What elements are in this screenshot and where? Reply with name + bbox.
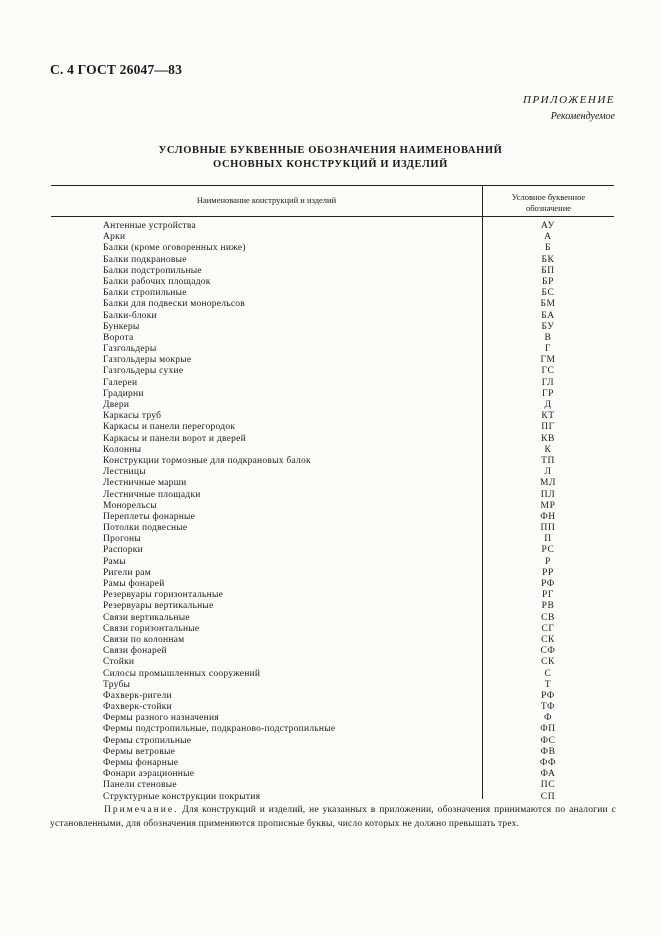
- letter-code: ТП: [541, 455, 555, 466]
- construction-name: Фермы разного назначения: [103, 713, 219, 724]
- table-row: [51, 669, 614, 680]
- letter-code: Ф: [543, 713, 553, 724]
- table-row: [51, 344, 614, 355]
- construction-name: Стойки: [103, 657, 135, 668]
- letter-code: П: [544, 534, 552, 545]
- letter-code: ГС: [541, 366, 555, 377]
- letter-code: БС: [541, 288, 555, 299]
- appendix-subtitle: Рекомендуемое: [550, 111, 615, 122]
- construction-name: Балки подстропильные: [103, 265, 202, 276]
- letter-code: БУ: [541, 321, 555, 332]
- construction-name: Колонны: [103, 444, 142, 455]
- construction-name: Каркасы и панели перегородок: [103, 422, 236, 433]
- letter-code: РВ: [541, 601, 555, 612]
- table-row: [51, 411, 614, 422]
- letter-code: БА: [541, 310, 555, 321]
- letter-code: ГМ: [540, 355, 556, 366]
- letter-code: ФП: [540, 724, 556, 735]
- construction-name: Фонари аэрационные: [103, 769, 195, 780]
- table-row: [51, 255, 614, 266]
- construction-name: Градирни: [103, 388, 144, 399]
- construction-name: Двери: [103, 400, 130, 410]
- construction-name: Балки-блоки: [103, 310, 157, 321]
- letter-code: СФ: [540, 646, 556, 657]
- table-row: [51, 792, 614, 803]
- construction-name: Фермы подстропильные, подкраново-подстропильные: [103, 724, 336, 735]
- construction-name: Балки стропильные: [103, 288, 187, 299]
- table-row: [51, 579, 614, 590]
- letter-code: АУ: [541, 221, 555, 231]
- table-row: [51, 657, 614, 668]
- construction-name: Газгольдеры: [103, 344, 157, 355]
- table-row: [51, 490, 614, 501]
- table-row: [51, 322, 614, 333]
- footnote: [50, 803, 616, 831]
- construction-name: Антенные устройства: [103, 221, 196, 231]
- table-row: [51, 736, 614, 747]
- construction-name: Фермы фонарные: [103, 758, 179, 768]
- construction-name: Газгольдеры сухие: [103, 366, 184, 377]
- table-row: [51, 378, 614, 389]
- letter-code: Л: [544, 467, 552, 478]
- table-row: [51, 501, 614, 512]
- letter-code: Р: [545, 556, 551, 567]
- construction-name: Монорельсы: [103, 500, 157, 511]
- construction-name: Арки: [103, 232, 126, 243]
- construction-name: Переплеты фонарные: [103, 511, 196, 522]
- construction-name: Потолки подвесные: [103, 523, 188, 534]
- construction-name: Рамы фонарей: [103, 579, 165, 589]
- letter-code: С: [544, 668, 552, 679]
- letter-code: БК: [541, 254, 555, 265]
- construction-name: Конструкции тормозные для подкрановых балок: [103, 455, 311, 466]
- table-row: [51, 523, 614, 534]
- letter-code: МЛ: [539, 478, 557, 489]
- construction-name: Лестничные площадки: [103, 489, 201, 500]
- table-row: [51, 445, 614, 456]
- table-row: [51, 389, 614, 400]
- table-row: [51, 311, 614, 322]
- table-row: [51, 691, 614, 702]
- letter-code: СК: [541, 657, 555, 668]
- construction-name: Каркасы и панели ворот и дверей: [103, 433, 246, 444]
- construction-name: Каркасы труб: [103, 411, 162, 422]
- table-row: [51, 545, 614, 556]
- table-row: [51, 400, 614, 411]
- construction-name: Лестничные марши: [103, 478, 187, 489]
- construction-name: Лестницы: [103, 467, 146, 478]
- document-title: [0, 144, 661, 172]
- table-row: [51, 355, 614, 366]
- table-row: [51, 613, 614, 624]
- table-row: [51, 758, 614, 769]
- construction-name: Связи фонарей: [103, 646, 167, 657]
- table-row: [51, 769, 614, 780]
- letter-code: БМ: [540, 299, 556, 310]
- construction-name: Трубы: [103, 679, 131, 690]
- construction-name: Балки для подвески монорельсов: [103, 299, 246, 310]
- note-text: Для конструкций и изделий, не указанных в приложении, обозначения принимаются по аналогии с установленными, для обозначения применяются прописные буквы, число которых не должно превышать трех.: [50, 805, 616, 829]
- letter-code: Г: [544, 344, 552, 355]
- letter-code: ТФ: [540, 702, 556, 713]
- table-row: [51, 780, 614, 791]
- title-line-2: ОСНОВНЫХ КОНСТРУКЦИЙ И ИЗДЕЛИЙ: [213, 159, 448, 170]
- table-row: [51, 266, 614, 277]
- table-row: [51, 702, 614, 713]
- note-label: Примечание.: [104, 805, 179, 815]
- construction-name: Структурные конструкции покрытия: [103, 791, 261, 802]
- letter-code: МР: [540, 500, 556, 511]
- appendix-label: [523, 94, 615, 122]
- table-row: [51, 456, 614, 467]
- table-row: [51, 534, 614, 545]
- table-row: [51, 512, 614, 523]
- construction-name: Фахверк-стойки: [103, 702, 172, 713]
- construction-name: Панели стеновые: [103, 780, 177, 791]
- table-row: [51, 590, 614, 601]
- table-row: [51, 557, 614, 568]
- letter-code: ПЛ: [540, 489, 556, 500]
- letter-code: ФА: [540, 769, 556, 780]
- construction-name: Резервуары вертикальные: [103, 601, 214, 612]
- construction-name: Фахверк-ригели: [103, 690, 172, 701]
- table-row: [51, 680, 614, 691]
- letter-code: Д: [544, 400, 552, 410]
- table-row: [51, 232, 614, 243]
- table-row: [51, 299, 614, 310]
- letter-code: СВ: [541, 612, 555, 623]
- letter-code: РФ: [541, 690, 555, 701]
- letter-code: РГ: [542, 590, 554, 601]
- table-row: [51, 366, 614, 377]
- letter-code: К: [544, 444, 552, 455]
- letter-code: ПГ: [541, 422, 555, 433]
- page-header: С. 4 ГОСТ 26047—83: [50, 62, 183, 77]
- table-row: [51, 221, 614, 232]
- table-row: [51, 747, 614, 758]
- construction-name: Бункеры: [103, 321, 140, 332]
- column-header-code: [483, 192, 614, 214]
- letter-code: ФН: [540, 511, 556, 522]
- letter-code: РР: [542, 567, 554, 578]
- table-row: [51, 568, 614, 579]
- letter-code: ФФ: [539, 758, 557, 768]
- column-header-code-line-2: обозначение: [525, 203, 572, 213]
- table-row: [51, 713, 614, 724]
- letter-code: ПС: [540, 780, 556, 791]
- appendix-title: ПРИЛОЖЕНИЕ: [523, 94, 615, 106]
- construction-name: Связи горизонтальные: [103, 623, 200, 634]
- construction-name: Прогоны: [103, 534, 141, 545]
- construction-name: Связи по колоннам: [103, 634, 185, 645]
- letter-code: РФ: [541, 579, 555, 589]
- column-header-name: Наименование конструкций и изделий: [196, 195, 337, 205]
- title-line-1: УСЛОВНЫЕ БУКВЕННЫЕ ОБОЗНАЧЕНИЯ НАИМЕНОВАНИЙ: [158, 145, 503, 156]
- construction-name: Балки (кроме оговоренных ниже): [103, 243, 246, 254]
- table-row: [51, 277, 614, 288]
- construction-name: Резервуары горизонтальные: [103, 590, 224, 601]
- construction-name: Ворота: [103, 332, 134, 343]
- letter-code: ФВ: [540, 746, 556, 757]
- construction-name: Балки рабочих площадок: [103, 276, 211, 287]
- letter-code: РС: [541, 545, 555, 556]
- table-row: [51, 646, 614, 657]
- letter-code: ГР: [542, 388, 554, 399]
- letter-code: ГЛ: [541, 377, 555, 388]
- letter-code: КТ: [541, 411, 555, 422]
- construction-name: Газгольдеры мокрые: [103, 355, 192, 366]
- letter-code: СП: [540, 791, 556, 802]
- construction-name: Фермы ветровые: [103, 746, 176, 757]
- letter-code: ПП: [540, 523, 556, 534]
- table-row: [51, 724, 614, 735]
- letter-code: СК: [541, 634, 555, 645]
- table-header-rule: [51, 216, 614, 217]
- letter-code: СГ: [541, 623, 555, 634]
- table-row: [51, 422, 614, 433]
- table-row: [51, 434, 614, 445]
- table-row: [51, 288, 614, 299]
- letter-code: БП: [541, 265, 555, 276]
- table-row: [51, 601, 614, 612]
- table-row: [51, 635, 614, 646]
- table-body: [51, 221, 614, 803]
- table-row: [51, 478, 614, 489]
- table-top-rule: [51, 185, 614, 186]
- construction-name: Распорки: [103, 545, 143, 556]
- letter-code: А: [544, 232, 552, 243]
- construction-name: Связи вертикальные: [103, 612, 190, 623]
- letter-code: Б: [544, 243, 552, 254]
- letter-code: В: [544, 332, 552, 343]
- construction-name: Балки подкрановые: [103, 254, 187, 265]
- letter-code: Т: [544, 679, 552, 690]
- construction-name: Фермы стропильные: [103, 735, 192, 746]
- construction-name: Рамы: [103, 556, 126, 567]
- table-row: [51, 624, 614, 635]
- letter-code: БР: [542, 276, 554, 287]
- column-header-code-line-1: Условное буквенное: [511, 192, 586, 202]
- construction-name: Силосы промышленных сооружений: [103, 668, 261, 679]
- table-row: [51, 333, 614, 344]
- letter-code: ФС: [540, 735, 556, 746]
- designations-table: [51, 185, 614, 802]
- table-row: [51, 467, 614, 478]
- construction-name: Галереи: [103, 377, 138, 388]
- construction-name: Ригели рам: [103, 567, 152, 578]
- letter-code: КВ: [541, 433, 555, 444]
- table-row: [51, 243, 614, 254]
